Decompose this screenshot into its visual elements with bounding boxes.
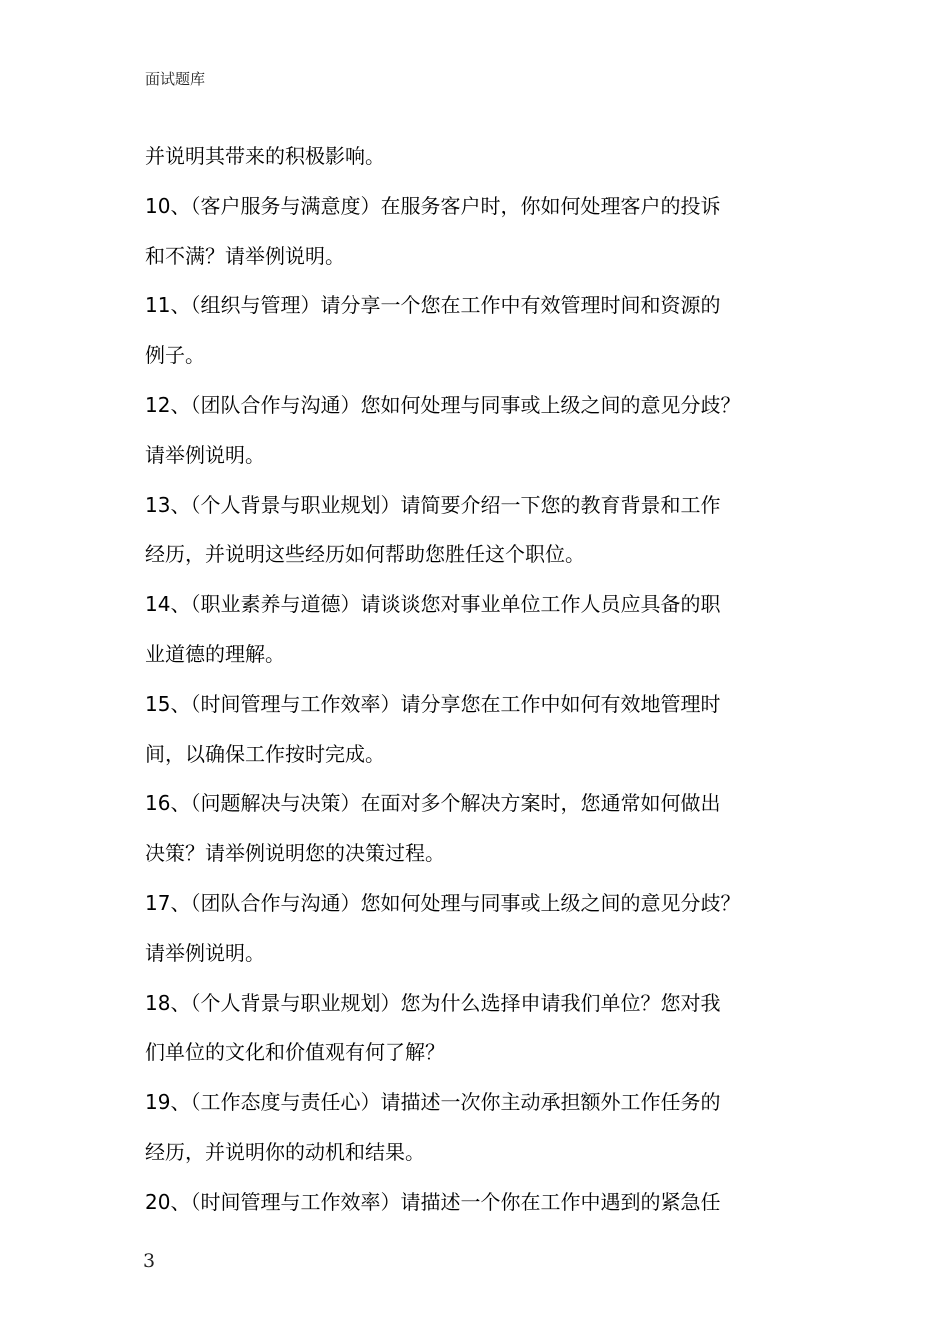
text-line: 15、（时间管理与工作效率）请分享您在工作中如何有效地管理时 [145, 691, 721, 716]
question-list [145, 132, 815, 1228]
text-line: 11、（组织与管理）请分享一个您在工作中有效管理时间和资源的 [145, 293, 721, 318]
text-line: 10、（客户服务与满意度）在服务客户时，你如何处理客户的投诉 [145, 193, 721, 218]
text-line: 经历，并说明这些经历如何帮助您胜任这个职位。 [145, 542, 585, 567]
text-line: 请举例说明。 [145, 940, 265, 965]
text-line: 13、（个人背景与职业规划）请简要介绍一下您的教育背景和工作 [145, 492, 721, 517]
text-line: 决策？请举例说明您的决策过程。 [145, 841, 445, 866]
text-line: 17、（团队合作与沟通）您如何处理与同事或上级之间的意见分歧？ [145, 890, 741, 915]
text-line: 间，以确保工作按时完成。 [145, 741, 385, 766]
text-line: 例子。 [145, 343, 205, 368]
text-line: 20、（时间管理与工作效率）请描述一个你在工作中遇到的紧急任 [145, 1189, 721, 1214]
text-line: 并说明其带来的积极影响。 [145, 144, 385, 168]
text-line: 19、（工作态度与责任心）请描述一次你主动承担额外工作任务的 [145, 1090, 721, 1115]
text-line: 18、（个人背景与职业规划）您为什么选择申请我们单位？您对我 [145, 990, 721, 1015]
text-line: 经历，并说明你的动机和结果。 [145, 1139, 425, 1164]
page-header: 面试题库 [145, 70, 206, 88]
text-line: 们单位的文化和价值观有何了解？ [145, 1040, 445, 1065]
text-line: 16、（问题解决与决策）在面对多个解决方案时，您通常如何做出 [145, 791, 721, 816]
text-line: 业道德的理解。 [145, 641, 285, 666]
text-line: 12、（团队合作与沟通）您如何处理与同事或上级之间的意见分歧？ [145, 392, 741, 417]
page-number: 3 [143, 1250, 156, 1272]
text-line: 请举例说明。 [145, 442, 265, 467]
text-line: 和不满？请举例说明。 [145, 243, 345, 268]
text-line: 14、（职业素养与道德）请谈谈您对事业单位工作人员应具备的职 [145, 592, 721, 617]
